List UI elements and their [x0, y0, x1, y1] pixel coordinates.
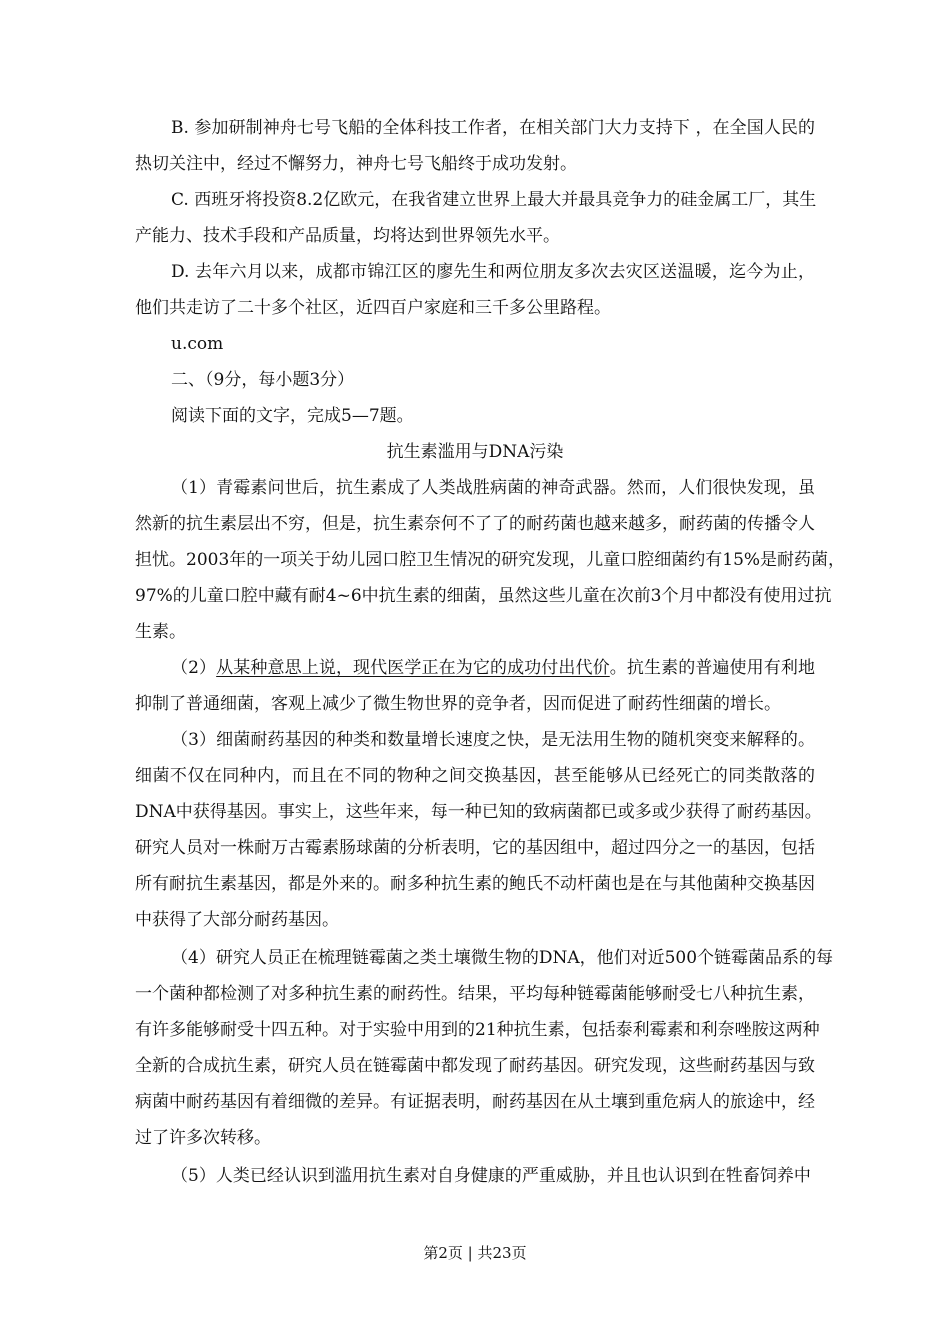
- text-line: 中获得了大部分耐药基因。: [135, 910, 339, 930]
- text-line: 病菌中耐药基因有着细微的差异。有证据表明，耐药基因在从土壤到重危病人的旅途中，经: [135, 1092, 815, 1112]
- text-line: 一个菌种都检测了对多种抗生素的耐药性。结果，平均每种链霉菌能够耐受七八种抗生素，: [135, 984, 815, 1004]
- text-line: 然新的抗生素层出不穷，但是，抗生素奈何不了了的耐药菌也越来越多，耐药菌的传播令人: [135, 514, 815, 534]
- text-segment: 。抗生素的普遍使用有利地: [609, 658, 815, 678]
- text-line: 所有耐抗生素基因，都是外来的。耐多种抗生素的鲍氏不动杆菌也是在与其他菌种交换基因: [135, 874, 815, 894]
- text-line: （1）青霉素问世后，抗生素成了人类战胜病菌的神奇武器。然而，人们很快发现，虽: [171, 478, 815, 498]
- text-line: [135, 650, 815, 686]
- text-line: 抑制了普通细菌，客观上减少了微生物世界的竞争者，因而促进了耐药性细菌的增长。: [135, 694, 781, 714]
- text-line: 二、（9分，每小题3分）: [171, 370, 355, 390]
- text-line: 97%的儿童口腔中藏有耐4~6中抗生素的细菌，虽然这些儿童在次前3个月中都没有使用过抗: [135, 586, 832, 606]
- text-line: （4）研究人员正在梳理链霉菌之类土壤微生物的DNA，他们对近500个链霉菌品系的每: [171, 948, 834, 968]
- text-line: 热切关注中，经过不懈努力，神舟七号飞船终于成功发射。: [135, 154, 577, 174]
- text-line: DNA中获得基因。事实上，这些年来，每一种已知的致病菌都已或多或少获得了耐药基因。: [135, 802, 822, 822]
- instruction: [135, 398, 815, 434]
- text-line: 生素。: [135, 622, 186, 642]
- text-line: 产能力、技术手段和产品质量，均将达到世界领先水平。: [135, 226, 560, 246]
- paragraph-4: [135, 940, 834, 1156]
- text-line: B. 参加研制神舟七号飞船的全体科技工作者，在相关部门大力支持下 ，在全国人民的: [171, 118, 815, 138]
- paragraph-1: [135, 470, 846, 650]
- text-line: C. 西班牙将投资8.2亿欧元，在我省建立世界上最大并最具竞争力的硅金属工厂，其生: [171, 190, 817, 210]
- paragraph-5: [135, 1158, 815, 1194]
- underlined-sentence: 从某种意思上说，现代医学正在为它的成功付出代价: [216, 658, 610, 678]
- text-line: （5）人类已经认识到滥用抗生素对自身健康的严重威胁，并且也认识到在牲畜饲养中: [171, 1166, 811, 1186]
- text-line: 抗生素滥用与DNA污染: [386, 442, 564, 462]
- option-d: [135, 254, 815, 326]
- page-footer: 第2页 | 共23页: [423, 1244, 527, 1262]
- text-line: u.com: [171, 334, 224, 354]
- text-line: 有许多能够耐受十四五种。对于实验中用到的21种抗生素，包括泰利霉素和利奈唑胺这两种: [135, 1020, 820, 1040]
- paragraph-2: [135, 650, 815, 722]
- section-heading: [135, 362, 815, 398]
- document-body: [135, 110, 846, 1196]
- paragraph-3: [135, 722, 822, 938]
- text-line: D. 去年六月以来，成都市锦江区的廖先生和两位朋友多次去灾区送温暖，迄今为止，: [171, 262, 815, 282]
- option-b: [135, 110, 815, 182]
- text-line: 他们共走访了二十多个社区，近四百户家庭和三千多公里路程。: [135, 298, 611, 318]
- text-line: 细菌不仅在同种内，而且在不同的物种之间交换基因，甚至能够从已经死亡的同类散落的: [135, 766, 815, 786]
- option-c: [135, 182, 815, 254]
- text-line: 全新的合成抗生素，研究人员在链霉菌中都发现了耐药基因。研究发现，这些耐药基因与致: [135, 1056, 815, 1076]
- text-line: 研究人员对一株耐万古霉素肠球菌的分析表明，它的基因组中，超过四分之一的基因，包括: [135, 838, 815, 858]
- text-line: 过了许多次转移。: [135, 1128, 271, 1148]
- stray-text: [135, 326, 815, 362]
- text-line: 阅读下面的文字，完成5—7题。: [171, 406, 414, 426]
- text-line: （3）细菌耐药基因的种类和数量增长速度之快，是无法用生物的随机突变来解释的。: [171, 730, 815, 750]
- article-title: [135, 434, 815, 470]
- text-segment: （2）: [171, 658, 217, 678]
- text-line: 担忧。2003年的一项关于幼儿园口腔卫生情况的研究发现，儿童口腔细菌约有15%是耐药菌，: [135, 550, 846, 570]
